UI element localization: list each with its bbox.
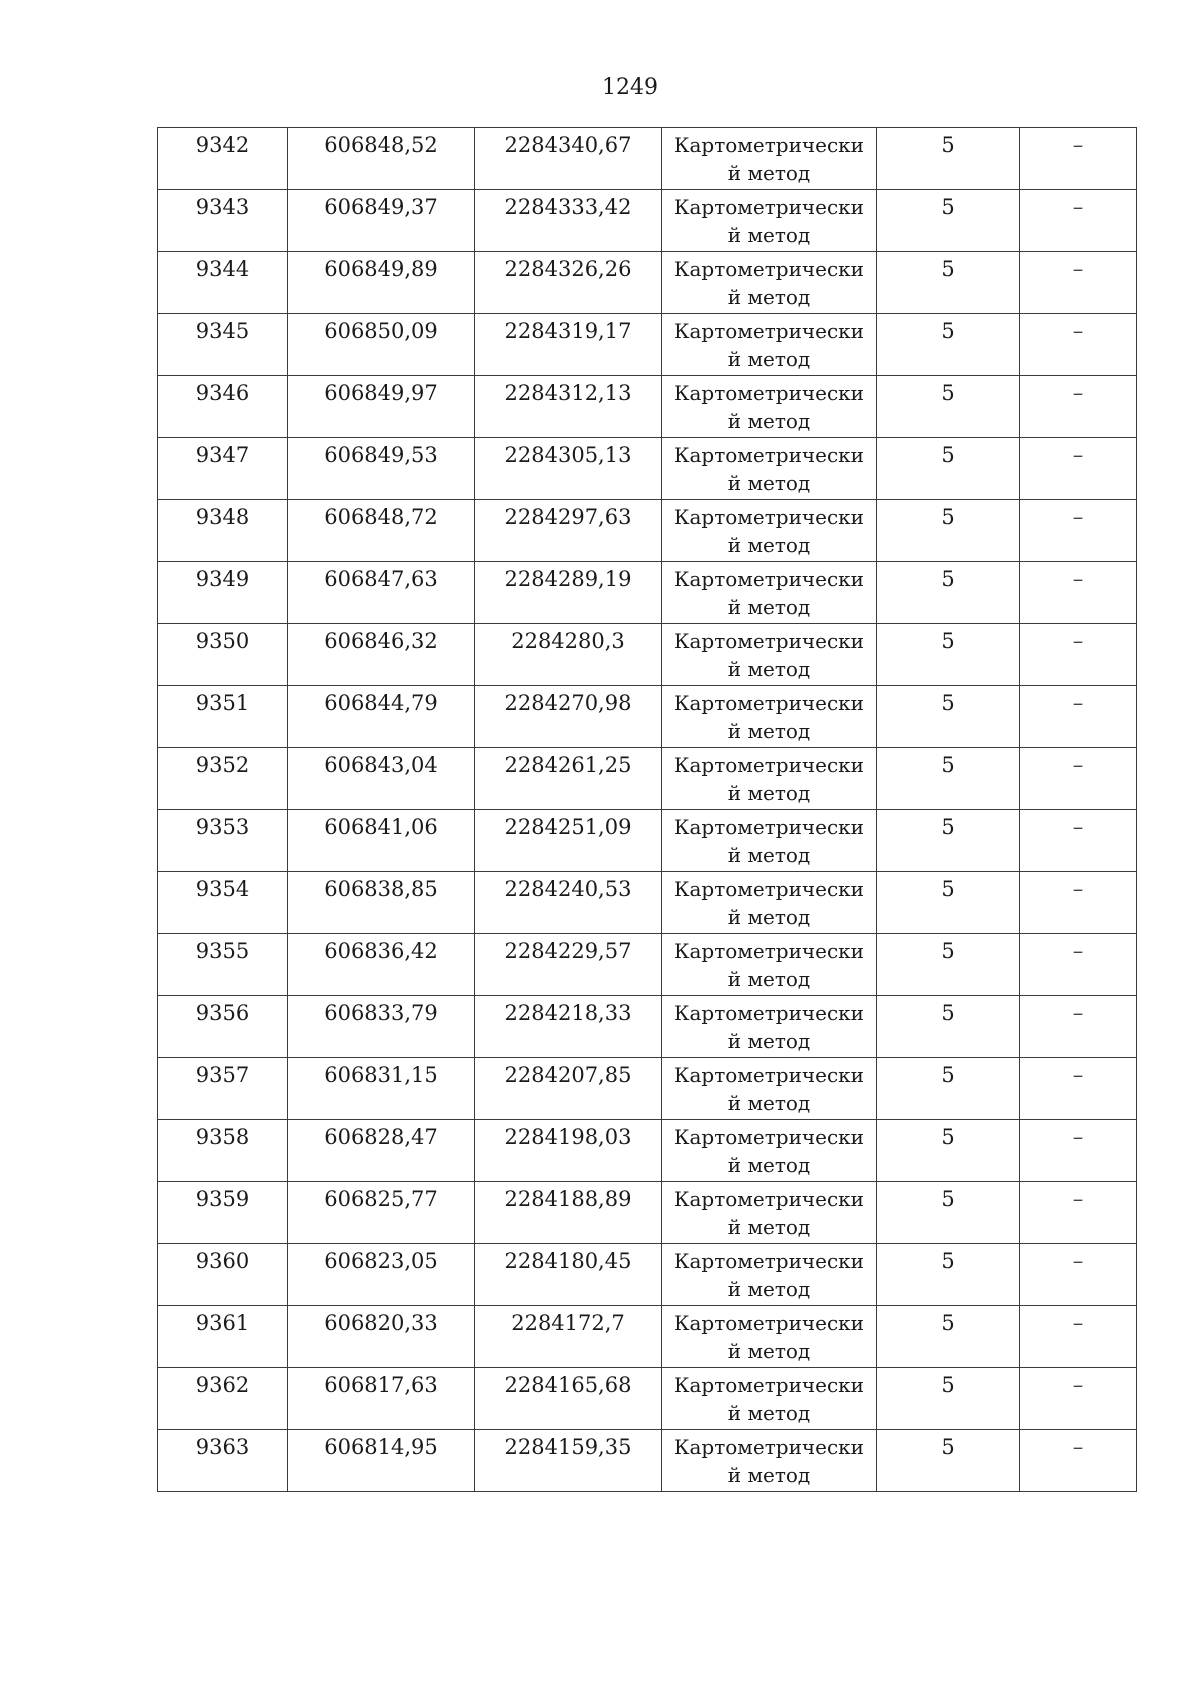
x-coordinate-cell: 606847,63 bbox=[288, 562, 475, 624]
note-cell: – bbox=[1020, 686, 1137, 748]
table-row bbox=[158, 190, 1137, 252]
point-number-cell: 9349 bbox=[158, 562, 288, 624]
table-row bbox=[158, 686, 1137, 748]
note-cell: – bbox=[1020, 934, 1137, 996]
accuracy-cell: 5 bbox=[877, 252, 1020, 314]
point-number-cell: 9354 bbox=[158, 872, 288, 934]
accuracy-cell: 5 bbox=[877, 934, 1020, 996]
point-number-cell: 9343 bbox=[158, 190, 288, 252]
point-number-cell: 9360 bbox=[158, 1244, 288, 1306]
method-cell: Картометрически й метод bbox=[662, 190, 877, 252]
x-coordinate-cell: 606828,47 bbox=[288, 1120, 475, 1182]
table-row bbox=[158, 996, 1137, 1058]
note-cell: – bbox=[1020, 500, 1137, 562]
x-coordinate-cell: 606848,72 bbox=[288, 500, 475, 562]
point-number-cell: 9358 bbox=[158, 1120, 288, 1182]
note-cell: – bbox=[1020, 1244, 1137, 1306]
point-number-cell: 9356 bbox=[158, 996, 288, 1058]
point-number-cell: 9350 bbox=[158, 624, 288, 686]
point-number-cell: 9352 bbox=[158, 748, 288, 810]
note-cell: – bbox=[1020, 996, 1137, 1058]
point-number-cell: 9351 bbox=[158, 686, 288, 748]
method-cell: Картометрически й метод bbox=[662, 376, 877, 438]
y-coordinate-cell: 2284218,33 bbox=[475, 996, 662, 1058]
accuracy-cell: 5 bbox=[877, 190, 1020, 252]
accuracy-cell: 5 bbox=[877, 1182, 1020, 1244]
y-coordinate-cell: 2284207,85 bbox=[475, 1058, 662, 1120]
table-row bbox=[158, 1182, 1137, 1244]
x-coordinate-cell: 606846,32 bbox=[288, 624, 475, 686]
method-cell: Картометрически й метод bbox=[662, 872, 877, 934]
point-number-cell: 9346 bbox=[158, 376, 288, 438]
accuracy-cell: 5 bbox=[877, 810, 1020, 872]
method-cell: Картометрически й метод bbox=[662, 314, 877, 376]
note-cell: – bbox=[1020, 748, 1137, 810]
note-cell: – bbox=[1020, 810, 1137, 872]
method-cell: Картометрически й метод bbox=[662, 500, 877, 562]
table-row bbox=[158, 1368, 1137, 1430]
table-row bbox=[158, 1430, 1137, 1492]
x-coordinate-cell: 606825,77 bbox=[288, 1182, 475, 1244]
y-coordinate-cell: 2284326,26 bbox=[475, 252, 662, 314]
method-cell: Картометрически й метод bbox=[662, 128, 877, 190]
x-coordinate-cell: 606850,09 bbox=[288, 314, 475, 376]
point-number-cell: 9344 bbox=[158, 252, 288, 314]
note-cell: – bbox=[1020, 1306, 1137, 1368]
x-coordinate-cell: 606849,37 bbox=[288, 190, 475, 252]
method-cell: Картометрически й метод bbox=[662, 624, 877, 686]
table-row bbox=[158, 1244, 1137, 1306]
note-cell: – bbox=[1020, 562, 1137, 624]
point-number-cell: 9362 bbox=[158, 1368, 288, 1430]
accuracy-cell: 5 bbox=[877, 872, 1020, 934]
accuracy-cell: 5 bbox=[877, 314, 1020, 376]
table-row bbox=[158, 748, 1137, 810]
point-number-cell: 9359 bbox=[158, 1182, 288, 1244]
coordinates-table bbox=[157, 127, 1137, 1492]
y-coordinate-cell: 2284312,13 bbox=[475, 376, 662, 438]
x-coordinate-cell: 606843,04 bbox=[288, 748, 475, 810]
point-number-cell: 9355 bbox=[158, 934, 288, 996]
method-cell: Картометрически й метод bbox=[662, 996, 877, 1058]
note-cell: – bbox=[1020, 872, 1137, 934]
method-cell: Картометрически й метод bbox=[662, 1058, 877, 1120]
table-row bbox=[158, 252, 1137, 314]
note-cell: – bbox=[1020, 1120, 1137, 1182]
x-coordinate-cell: 606849,89 bbox=[288, 252, 475, 314]
method-cell: Картометрически й метод bbox=[662, 686, 877, 748]
method-cell: Картометрически й метод bbox=[662, 1244, 877, 1306]
x-coordinate-cell: 606841,06 bbox=[288, 810, 475, 872]
point-number-cell: 9363 bbox=[158, 1430, 288, 1492]
table-row bbox=[158, 500, 1137, 562]
x-coordinate-cell: 606849,53 bbox=[288, 438, 475, 500]
table-row bbox=[158, 872, 1137, 934]
y-coordinate-cell: 2284305,13 bbox=[475, 438, 662, 500]
y-coordinate-cell: 2284229,57 bbox=[475, 934, 662, 996]
table-row bbox=[158, 810, 1137, 872]
method-cell: Картометрически й метод bbox=[662, 1368, 877, 1430]
table-row bbox=[158, 1120, 1137, 1182]
y-coordinate-cell: 2284261,25 bbox=[475, 748, 662, 810]
x-coordinate-cell: 606848,52 bbox=[288, 128, 475, 190]
table-row bbox=[158, 562, 1137, 624]
method-cell: Картометрически й метод bbox=[662, 748, 877, 810]
method-cell: Картометрически й метод bbox=[662, 1306, 877, 1368]
method-cell: Картометрически й метод bbox=[662, 934, 877, 996]
note-cell: – bbox=[1020, 252, 1137, 314]
x-coordinate-cell: 606838,85 bbox=[288, 872, 475, 934]
method-cell: Картометрически й метод bbox=[662, 1430, 877, 1492]
method-cell: Картометрически й метод bbox=[662, 252, 877, 314]
point-number-cell: 9353 bbox=[158, 810, 288, 872]
method-cell: Картометрически й метод bbox=[662, 438, 877, 500]
y-coordinate-cell: 2284172,7 bbox=[475, 1306, 662, 1368]
table-row bbox=[158, 128, 1137, 190]
table-row bbox=[158, 438, 1137, 500]
y-coordinate-cell: 2284159,35 bbox=[475, 1430, 662, 1492]
accuracy-cell: 5 bbox=[877, 1058, 1020, 1120]
point-number-cell: 9357 bbox=[158, 1058, 288, 1120]
x-coordinate-cell: 606836,42 bbox=[288, 934, 475, 996]
y-coordinate-cell: 2284340,67 bbox=[475, 128, 662, 190]
method-cell: Картометрически й метод bbox=[662, 562, 877, 624]
x-coordinate-cell: 606831,15 bbox=[288, 1058, 475, 1120]
accuracy-cell: 5 bbox=[877, 500, 1020, 562]
accuracy-cell: 5 bbox=[877, 686, 1020, 748]
y-coordinate-cell: 2284289,19 bbox=[475, 562, 662, 624]
method-cell: Картометрически й метод bbox=[662, 1120, 877, 1182]
x-coordinate-cell: 606814,95 bbox=[288, 1430, 475, 1492]
note-cell: – bbox=[1020, 438, 1137, 500]
y-coordinate-cell: 2284198,03 bbox=[475, 1120, 662, 1182]
table-row bbox=[158, 624, 1137, 686]
accuracy-cell: 5 bbox=[877, 562, 1020, 624]
table-body bbox=[158, 128, 1137, 1492]
method-cell: Картометрически й метод bbox=[662, 1182, 877, 1244]
point-number-cell: 9342 bbox=[158, 128, 288, 190]
accuracy-cell: 5 bbox=[877, 376, 1020, 438]
note-cell: – bbox=[1020, 1368, 1137, 1430]
x-coordinate-cell: 606833,79 bbox=[288, 996, 475, 1058]
note-cell: – bbox=[1020, 624, 1137, 686]
x-coordinate-cell: 606844,79 bbox=[288, 686, 475, 748]
accuracy-cell: 5 bbox=[877, 1368, 1020, 1430]
accuracy-cell: 5 bbox=[877, 1244, 1020, 1306]
y-coordinate-cell: 2284280,3 bbox=[475, 624, 662, 686]
note-cell: – bbox=[1020, 190, 1137, 252]
table-row bbox=[158, 1306, 1137, 1368]
point-number-cell: 9345 bbox=[158, 314, 288, 376]
x-coordinate-cell: 606849,97 bbox=[288, 376, 475, 438]
note-cell: – bbox=[1020, 1182, 1137, 1244]
y-coordinate-cell: 2284270,98 bbox=[475, 686, 662, 748]
accuracy-cell: 5 bbox=[877, 996, 1020, 1058]
x-coordinate-cell: 606823,05 bbox=[288, 1244, 475, 1306]
y-coordinate-cell: 2284165,68 bbox=[475, 1368, 662, 1430]
x-coordinate-cell: 606820,33 bbox=[288, 1306, 475, 1368]
y-coordinate-cell: 2284319,17 bbox=[475, 314, 662, 376]
accuracy-cell: 5 bbox=[877, 1430, 1020, 1492]
point-number-cell: 9361 bbox=[158, 1306, 288, 1368]
y-coordinate-cell: 2284333,42 bbox=[475, 190, 662, 252]
page-number: 1249 bbox=[602, 75, 658, 100]
y-coordinate-cell: 2284240,53 bbox=[475, 872, 662, 934]
y-coordinate-cell: 2284297,63 bbox=[475, 500, 662, 562]
note-cell: – bbox=[1020, 376, 1137, 438]
accuracy-cell: 5 bbox=[877, 438, 1020, 500]
note-cell: – bbox=[1020, 1058, 1137, 1120]
note-cell: – bbox=[1020, 128, 1137, 190]
accuracy-cell: 5 bbox=[877, 128, 1020, 190]
method-cell: Картометрически й метод bbox=[662, 810, 877, 872]
x-coordinate-cell: 606817,63 bbox=[288, 1368, 475, 1430]
accuracy-cell: 5 bbox=[877, 624, 1020, 686]
y-coordinate-cell: 2284188,89 bbox=[475, 1182, 662, 1244]
table-row bbox=[158, 1058, 1137, 1120]
point-number-cell: 9348 bbox=[158, 500, 288, 562]
accuracy-cell: 5 bbox=[877, 1306, 1020, 1368]
table-row bbox=[158, 376, 1137, 438]
accuracy-cell: 5 bbox=[877, 748, 1020, 810]
table-row bbox=[158, 934, 1137, 996]
accuracy-cell: 5 bbox=[877, 1120, 1020, 1182]
table-row bbox=[158, 314, 1137, 376]
y-coordinate-cell: 2284251,09 bbox=[475, 810, 662, 872]
note-cell: – bbox=[1020, 314, 1137, 376]
note-cell: – bbox=[1020, 1430, 1137, 1492]
point-number-cell: 9347 bbox=[158, 438, 288, 500]
y-coordinate-cell: 2284180,45 bbox=[475, 1244, 662, 1306]
